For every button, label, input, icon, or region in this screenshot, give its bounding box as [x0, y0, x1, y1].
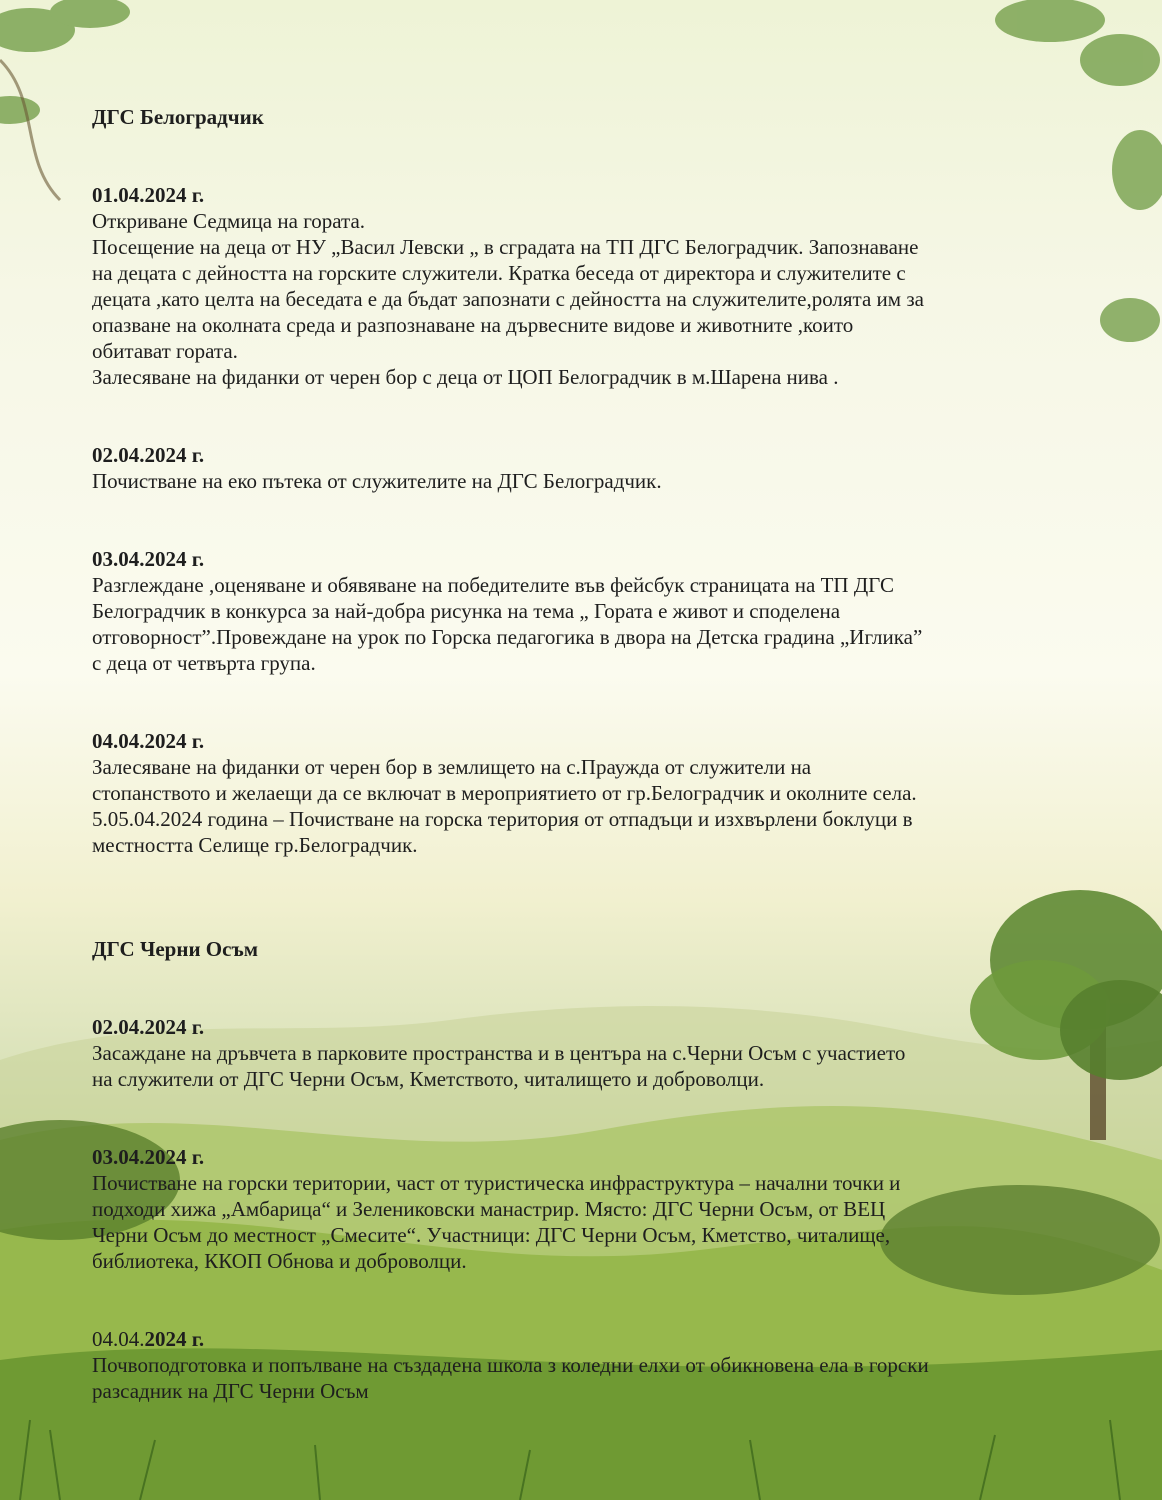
entry-line: отговорност”.Провеждане на урок по Горска педагогика в двора на Детска градина „Иглика”	[92, 625, 923, 649]
entry-line: децата ,като целта на беседата е да бъдат запознати с дейността на служителите,ролята им за	[92, 287, 924, 311]
entry-line: Почистване на еко пътека от служителите на ДГС Белоградчик.	[92, 469, 662, 493]
entry-date: 01.04.2024 г.	[92, 183, 205, 207]
entry-line: Белоградчик в конкурса за най-добра рисунка на тема „ Гората е живот и споделена	[92, 599, 841, 623]
entry-line: Залесяване на фиданки от черен бор с деца от ЦОП Белоградчик в м.Шарена нива .	[92, 365, 839, 389]
document-content	[92, 104, 1132, 1404]
entry-line: на децата с дейността на горските служители. Кратка беседа от директора и служителите с	[92, 261, 906, 285]
entry-line: Черни Осъм до местност „Смесите“. Участници: ДГС Черни Осъм, Кметство, читалище,	[92, 1223, 891, 1247]
entry-line: на служители от ДГС Черни Осъм, Кметството, читалището и доброволци.	[92, 1067, 765, 1091]
entry-line: с деца от четвърта група.	[92, 651, 316, 675]
entry-date: 02.04.2024 г.	[92, 1015, 205, 1039]
entry-line: Засаждане на дръвчета в парковите пространства и в центъра на с.Черни Осъм с участието	[92, 1041, 906, 1065]
entry-line: разсадник на ДГС Черни Осъм	[92, 1379, 369, 1403]
entry-line: 5.05.04.2024 година – Почистване на горска територия от отпадъци и изхвърлени боклуци в	[92, 807, 913, 831]
entry-date-rest: 2024 г.	[144, 1327, 205, 1351]
entry-line: местността Селище гр.Белоградчик.	[92, 833, 418, 857]
entry-line: Залесяване на фиданки от черен бор в землището на с.Праужда от служители на	[92, 755, 812, 779]
entry-date: 04.04.2024 г.	[92, 729, 205, 753]
entry-line: Разглеждане ,оценяване и обявяване на победителите във фейсбук страницата на ТП ДГС	[92, 573, 895, 597]
entry-line: Откриване Седмица на гората.	[92, 209, 366, 233]
section-title-belogradchik: ДГС Белоградчик	[92, 105, 264, 129]
section-title-cherni-osam: ДГС Черни Осъм	[92, 937, 259, 961]
entry-date: 03.04.2024 г.	[92, 1145, 205, 1169]
entry-date	[92, 1326, 1132, 1352]
entry-line: Почистване на горски територии, част от туристическа инфраструктура – начални точки и	[92, 1171, 901, 1195]
entry-line: библиотека, ККОП Обнова и доброволци.	[92, 1249, 467, 1273]
entry-date: 03.04.2024 г.	[92, 547, 205, 571]
entry-date-prefix: 04.04.	[92, 1327, 145, 1351]
entry-line: подходи хижа „Амбарица“ и Зелениковски манастрир. Място: ДГС Черни Осъм, от ВЕЦ	[92, 1197, 886, 1221]
entry-line: стопанството и желаещи да се включат в мероприятието от гр.Белоградчик и околните села.	[92, 781, 917, 805]
entry-line: Почвоподготовка и попълване на създадена школа з коледни елхи от обикновена ела в горски	[92, 1353, 929, 1377]
entry-line: опазване на околната среда и разпознаване на дървесните видове и животните ,които	[92, 313, 854, 337]
entry-line: обитават гората.	[92, 339, 238, 363]
entry-date: 02.04.2024 г.	[92, 443, 205, 467]
entry-line: Посещение на деца от НУ „Васил Левски „ в сградата на ТП ДГС Белоградчик. Запознаване	[92, 235, 919, 259]
